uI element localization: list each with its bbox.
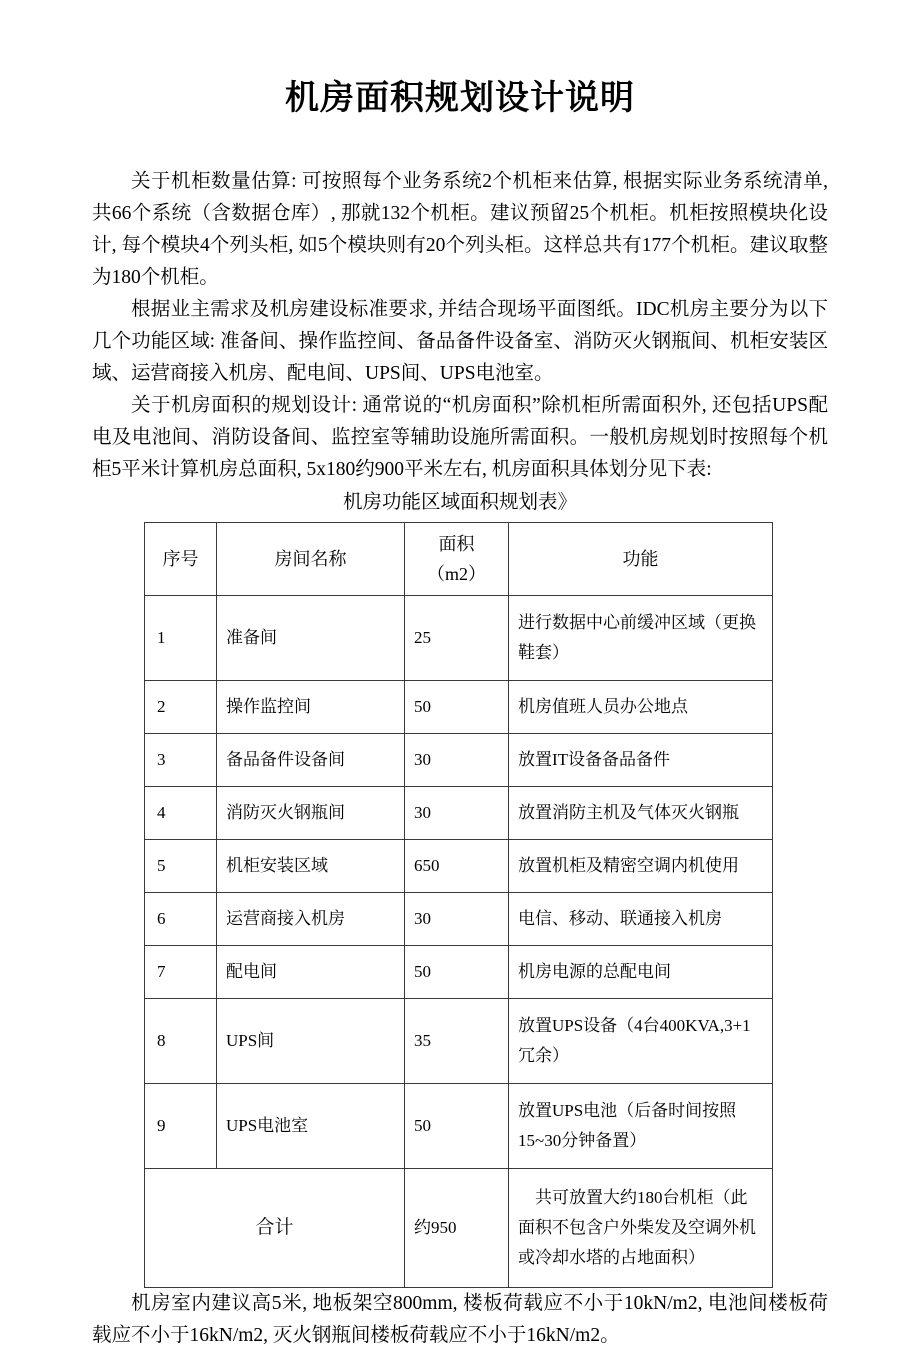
cell-index: 7 [145, 946, 217, 999]
cell-area: 30 [405, 734, 509, 787]
cell-function: 放置消防主机及气体灭火钢瓶 [509, 787, 773, 840]
cell-index: 6 [145, 893, 217, 946]
cell-room-name: 备品备件设备间 [217, 734, 405, 787]
table-row [145, 596, 773, 681]
column-header-area: 面积（m2） [405, 523, 509, 596]
table-row [145, 946, 773, 999]
paragraph-cabinet-estimate: 关于机柜数量估算: 可按照每个业务系统2个机柜来估算, 根据实际业务系统清单, 共66个系统（含数据仓库）, 那就132个机柜。建议预留25个机柜。机柜按照模块化设计, 每个模块4个列头柜, 如5个模块则有20个列头柜。这样总共有177个机柜。建议取整为180个机柜。 [92, 171, 828, 288]
table-row [145, 734, 773, 787]
cell-room-name: 配电间 [217, 946, 405, 999]
cell-function: 放置机柜及精密空调内机使用 [509, 840, 773, 893]
cell-room-name: 机柜安装区域 [217, 840, 405, 893]
table-row [145, 1084, 773, 1169]
cell-total-function: 共可放置大约180台机柜（此面积不包含户外柴发及空调外机或冷却水塔的占地面积） [509, 1169, 773, 1288]
cell-room-name: 操作监控间 [217, 681, 405, 734]
column-header-function: 功能 [509, 523, 773, 596]
cell-area: 50 [405, 1084, 509, 1169]
table-header [145, 523, 773, 596]
cell-index: 5 [145, 840, 217, 893]
cell-function: 电信、移动、联通接入机房 [509, 893, 773, 946]
cell-room-name: 准备间 [217, 596, 405, 681]
cell-index: 9 [145, 1084, 217, 1169]
table-header-row [145, 523, 773, 596]
cell-area: 50 [405, 946, 509, 999]
cell-function: 放置IT设备备品备件 [509, 734, 773, 787]
table-row [145, 681, 773, 734]
cell-area: 650 [405, 840, 509, 893]
cell-function: 机房值班人员办公地点 [509, 681, 773, 734]
cell-area: 30 [405, 787, 509, 840]
cell-index: 2 [145, 681, 217, 734]
cell-room-name: 消防灭火钢瓶间 [217, 787, 405, 840]
table-row [145, 787, 773, 840]
column-header-index: 序号 [145, 523, 217, 596]
cell-total-label: 合计 [145, 1169, 405, 1288]
paragraph-functional-zones: 根据业主需求及机房建设标准要求, 并结合现场平面图纸。IDC机房主要分为以下几个功能区域: 准备间、操作监控间、备品备件设备室、消防灭火钢瓶间、机柜安装区域、运营商接入机房、配电间、UPS间、UPS电池室。 [92, 299, 828, 384]
cell-room-name: UPS电池室 [217, 1084, 405, 1169]
cell-index: 8 [145, 999, 217, 1084]
page-title: 机房面积规划设计说明 [285, 80, 635, 117]
paragraph-area-planning: 关于机房面积的规划设计: 通常说的“机房面积”除机柜所需面积外, 还包括UPS配电及电池间、消防设备间、监控室等辅助设施所需面积。一般机房规划时按照每个机柜5平米计算机房总面积, 5x180约900平米左右, 机房面积具体划分见下表: [92, 395, 828, 480]
cell-index: 1 [145, 596, 217, 681]
table-total-row [145, 1169, 773, 1288]
cell-function: 放置UPS电池（后备时间按照15~30分钟备置） [509, 1084, 773, 1169]
table-row [145, 840, 773, 893]
document-body [92, 166, 828, 486]
table-row [145, 893, 773, 946]
cell-function: 放置UPS设备（4台400KVA,3+1冗余） [509, 999, 773, 1084]
table-row [145, 999, 773, 1084]
cell-area: 25 [405, 596, 509, 681]
cell-area: 30 [405, 893, 509, 946]
cell-index: 4 [145, 787, 217, 840]
table-caption: 机房功能区域面积规划表》 [342, 492, 577, 513]
table-body [145, 596, 773, 1288]
area-planning-table [144, 522, 773, 1288]
cell-room-name: UPS间 [217, 999, 405, 1084]
cell-index: 3 [145, 734, 217, 787]
paragraph-structural-loads: 机房室内建议高5米, 地板架空800mm, 楼板荷载应不小于10kN/m2, 电池间楼板荷载应不小于16kN/m2, 灭火钢瓶间楼板荷载应不小于16kN/m2。 [92, 1293, 828, 1346]
cell-function: 进行数据中心前缓冲区域（更换鞋套） [509, 596, 773, 681]
cell-room-name: 运营商接入机房 [217, 893, 405, 946]
column-header-room-name: 房间名称 [217, 523, 405, 596]
cell-function: 机房电源的总配电间 [509, 946, 773, 999]
cell-area: 35 [405, 999, 509, 1084]
cell-area: 50 [405, 681, 509, 734]
cell-total-area: 约950 [405, 1169, 509, 1288]
